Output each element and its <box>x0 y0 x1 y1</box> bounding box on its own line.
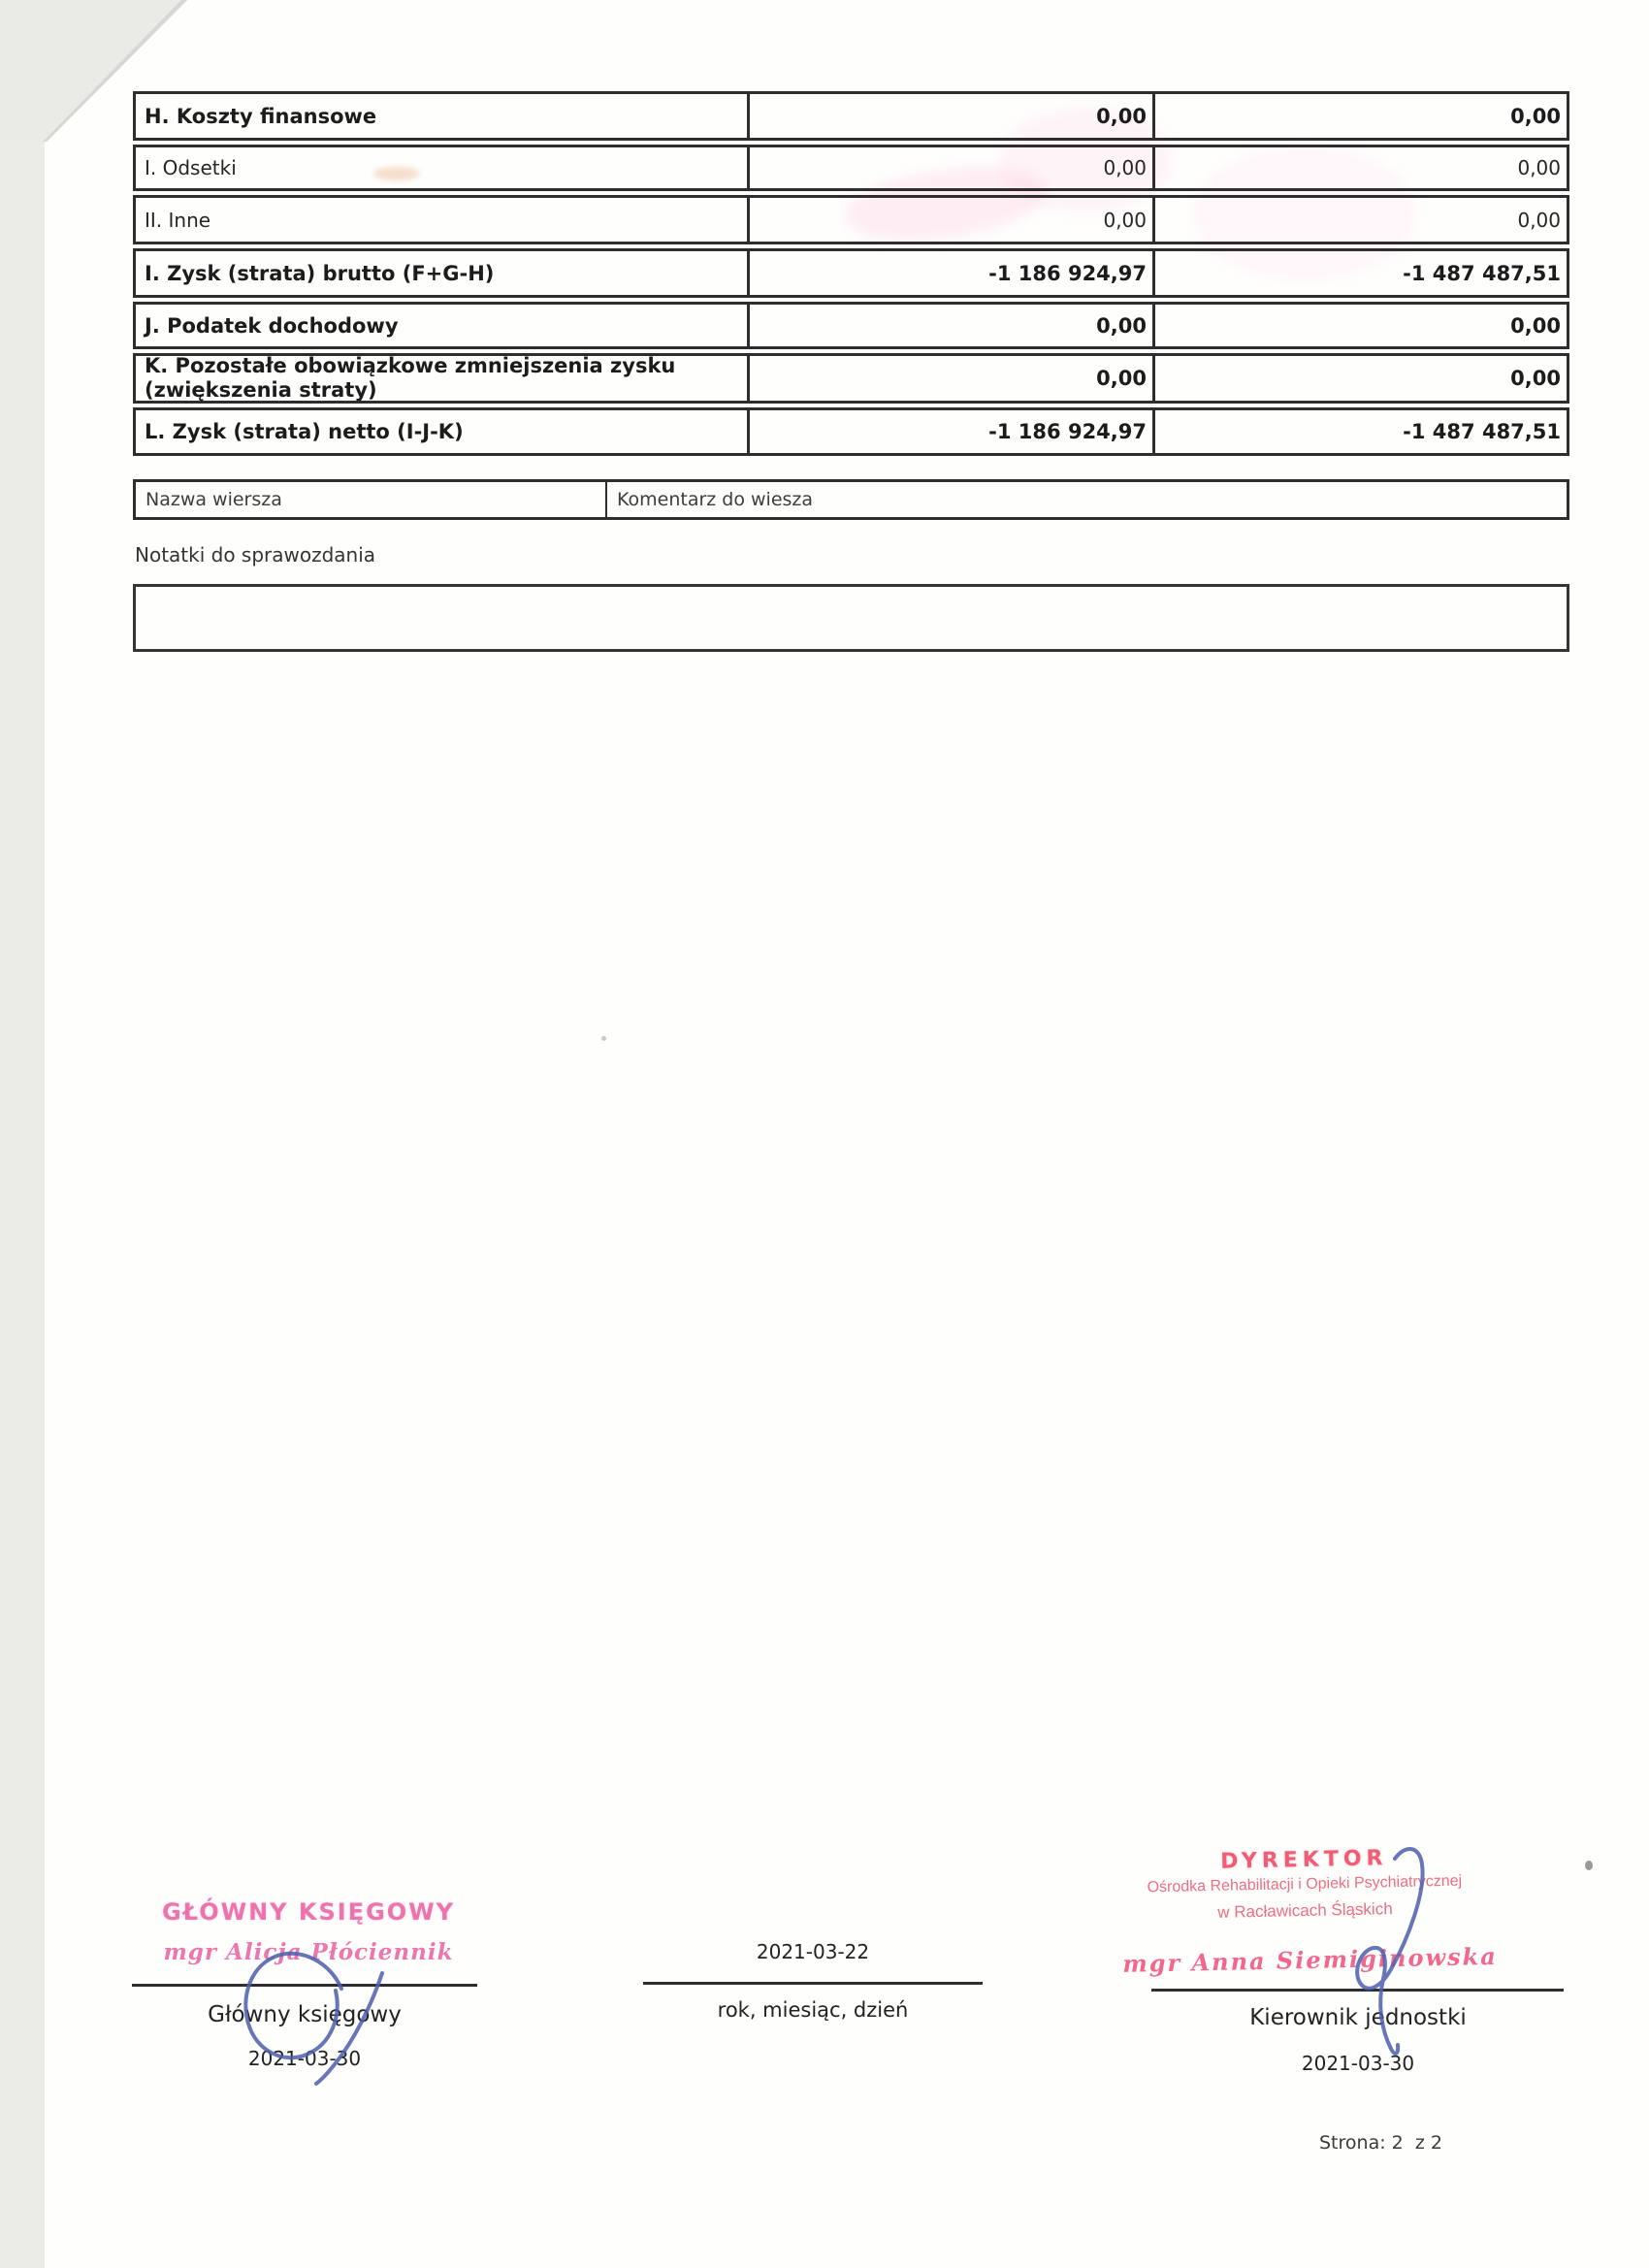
table-row <box>133 91 1569 141</box>
chief-accountant-stamp-name: mgr Alicja Płóciennik <box>163 1939 454 1965</box>
row-value-current: -1 186 924,97 <box>747 251 1152 295</box>
scan-speck <box>1585 1861 1593 1870</box>
table-row <box>133 353 1569 404</box>
row-comment-column-header: Komentarz do wiesza <box>605 482 1567 517</box>
row-label: I. Zysk (strata) brutto (F+G-H) <box>145 261 495 285</box>
chief-accountant-date: 2021-03-30 <box>247 2047 362 2070</box>
signature-line <box>1151 1989 1564 1992</box>
director-stamp-name: mgr Anna Siemiginowska <box>1121 1941 1499 1978</box>
chief-accountant-role-label: Główny księgowy <box>208 2002 402 2027</box>
row-value-previous: -1 487 487,51 <box>1152 410 1567 453</box>
row-value-current: 0,00 <box>747 147 1152 188</box>
unit-manager-role-label: Kierownik jednostki <box>1249 2005 1467 2030</box>
director-stamp-line2: Ośrodka Rehabilitacji i Opieki Psychiatrycznej <box>1147 1872 1463 1896</box>
row-label: L. Zysk (strata) netto (I-J-K) <box>145 420 464 443</box>
director-stamp-line3: w Racławicach Śląskich <box>1217 1899 1393 1922</box>
table-row <box>133 195 1569 244</box>
unit-manager-date: 2021-03-30 <box>1301 2052 1415 2075</box>
row-value-previous: 0,00 <box>1152 94 1567 138</box>
row-value-current: 0,00 <box>747 94 1152 138</box>
page-number-indicator: Strona: 2 z 2 <box>1319 2132 1442 2154</box>
row-value-current: 0,00 <box>747 198 1152 242</box>
table-row <box>133 407 1569 456</box>
comment-header-row <box>133 479 1569 520</box>
scan-speck <box>601 1036 606 1041</box>
row-value-current: -1 186 924,97 <box>747 410 1152 453</box>
row-value-previous: 0,00 <box>1152 147 1567 188</box>
report-notes-empty-box <box>133 584 1569 652</box>
row-value-current: 0,00 <box>747 356 1152 401</box>
signature-line <box>132 1984 477 1987</box>
row-label: K. Pozostałe obowiązkowe zmniejszenia zysku (zwiększenia straty) <box>145 354 676 402</box>
row-value-current: 0,00 <box>747 305 1152 346</box>
row-label: J. Podatek dochodowy <box>145 313 399 338</box>
table-row <box>133 248 1569 298</box>
report-notes-label: Notatki do sprawozdania <box>135 543 376 567</box>
row-value-previous: 0,00 <box>1152 305 1567 346</box>
report-date: 2021-03-22 <box>756 1940 870 1963</box>
row-name-column-header: Nazwa wiersza <box>146 489 282 510</box>
date-line <box>643 1982 983 1985</box>
row-value-previous: 0,00 <box>1152 356 1567 401</box>
row-label: H. Koszty finansowe <box>145 104 377 128</box>
row-label: II. Inne <box>145 208 211 232</box>
date-caption: rok, miesiąc, dzień <box>717 1998 909 2022</box>
director-stamp-title: DYREKTOR <box>1219 1846 1388 1874</box>
row-value-previous: 0,00 <box>1152 198 1567 242</box>
table-row <box>133 145 1569 191</box>
chief-accountant-stamp-title: GŁÓWNY KSIĘGOWY <box>161 1898 456 1926</box>
table-row <box>133 302 1569 349</box>
row-label: I. Odsetki <box>145 156 237 179</box>
row-value-previous: -1 487 487,51 <box>1152 251 1567 295</box>
financial-results-table <box>133 91 1569 456</box>
scanner-edge-strip <box>0 0 45 2268</box>
